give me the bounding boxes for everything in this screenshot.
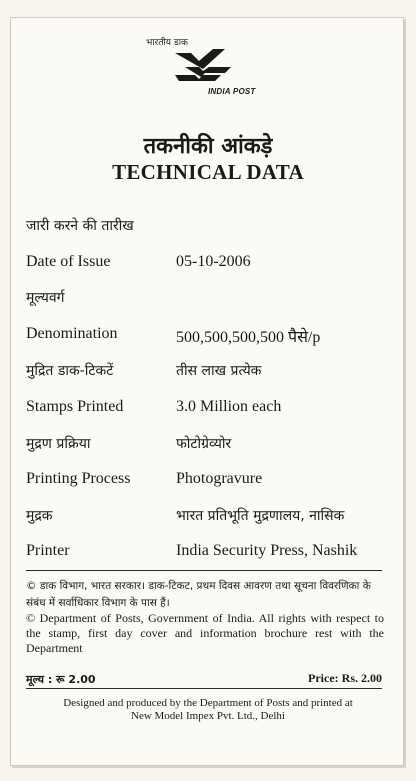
denomination-value: 500,500,500,500 पैसे/p — [176, 329, 321, 346]
date-of-issue-label: Date of Issue — [26, 253, 111, 270]
stamps-printed-label: Stamps Printed — [26, 398, 124, 415]
printing-process-value-hindi: फोटोग्रेव्योर — [176, 436, 232, 452]
divider-top — [26, 570, 382, 571]
printing-process-label-hindi: मुद्रण प्रक्रिया — [26, 436, 91, 452]
printer-label-hindi: मुद्रक — [26, 508, 53, 524]
date-of-issue-value: 05-10-2006 — [176, 253, 251, 270]
copyright-english: © Department of Posts, Government of India. All rights with respect to the stamp, first day cover and information brochure rest with the Department — [26, 611, 384, 655]
printer-value-hindi: भारत प्रतिभूति मुद्रणालय, नासिक — [176, 508, 345, 524]
printing-process-label: Printing Process — [26, 470, 131, 487]
denomination-label-hindi: मूल्यवर्ग — [26, 290, 65, 306]
date-of-issue-label-hindi: जारी करने की तारीख — [26, 218, 134, 234]
divider-bottom — [26, 688, 382, 689]
printer-credit-line-2: New Model Impex Pvt. Ltd., Delhi — [131, 710, 285, 722]
logo-english-text: INDIA POST — [208, 87, 256, 96]
stamps-printed-value-hindi: तीस लाख प्रत्येक — [176, 363, 262, 379]
title-english: TECHNICAL DATA — [112, 160, 304, 184]
printer-value: India Security Press, Nashik — [176, 542, 358, 559]
printer-label: Printer — [26, 542, 70, 559]
logo-hindi-text: भारतीय डाक — [146, 38, 188, 48]
stamps-printed-value: 3.0 Million each — [176, 398, 282, 415]
stamps-printed-label-hindi: मुद्रित डाक-टिकटें — [26, 363, 114, 379]
printer-credit-line-1: Designed and produced by the Department of Posts and printed at — [63, 697, 353, 709]
price-english: Price: Rs. 2.00 — [308, 671, 382, 685]
denomination-label: Denomination — [26, 325, 118, 342]
title-hindi: तकनीकी आंकड़े — [143, 134, 273, 159]
printing-process-value: Photogravure — [176, 470, 263, 487]
copyright-hindi: © डाक विभाग, भारत सरकार। डाक-टिकट, प्रथम दिवस आवरण तथा सूचना विवरणिका के संबंध में सर्वाधिकार विभाग के पास हैं। — [26, 580, 371, 609]
india-post-logo-icon — [173, 47, 233, 92]
price-hindi: मूल्य : रू 2.00 — [26, 673, 96, 686]
printer-credit — [0, 697, 416, 723]
